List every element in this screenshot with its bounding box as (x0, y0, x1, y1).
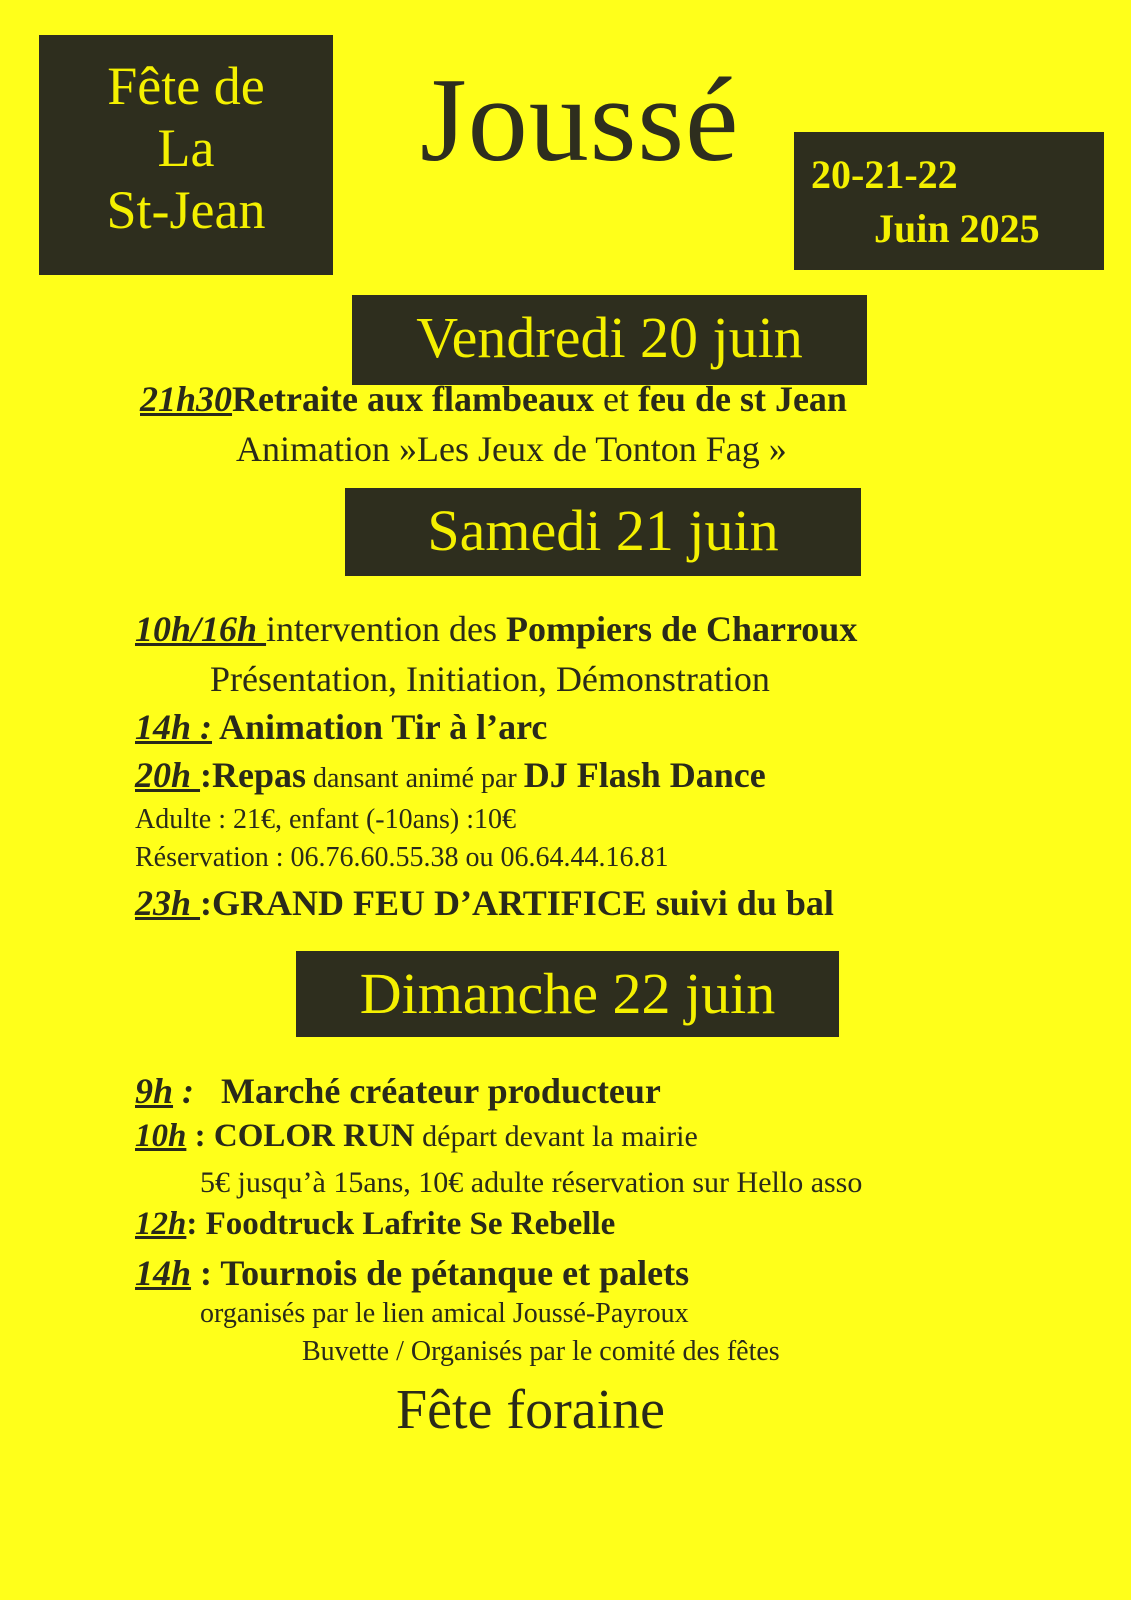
saturday-time-1: 10h/16h (135, 609, 267, 649)
saturday-line-3 (135, 706, 547, 748)
saturday-bold-3: Animation Tir à l’arc (212, 707, 548, 747)
saturday-heading: Samedi 21 juin (345, 488, 861, 576)
saturday-time-4: 20h (135, 755, 201, 795)
saturday-bold-1: Pompiers de Charroux (506, 609, 858, 649)
saturday-line-5: Adulte : 21€, enfant (-10ans) :10€ (135, 804, 517, 835)
saturday-bold-4a: :Repas (200, 755, 307, 795)
fete-title-box (39, 35, 333, 275)
sunday-heading: Dimanche 22 juin (296, 951, 839, 1037)
sunday-time-2: 10h (135, 1118, 187, 1154)
sunday-bold-1: Marché créateur producteur (194, 1071, 661, 1111)
saturday-small-4: dansant animé par (306, 763, 524, 794)
fete-line-3: St-Jean (106, 180, 266, 240)
dates-box (794, 132, 1104, 270)
sunday-line-6: organisés par le lien amical Joussé-Payroux (200, 1298, 689, 1329)
sunday-time-4: 12h (135, 1206, 187, 1242)
saturday-bold-7: :GRAND FEU D’ARTIFICE suivi du bal (200, 883, 834, 923)
saturday-text-1: intervention des (266, 609, 506, 649)
sunday-time-1: 9h (135, 1071, 174, 1111)
dates-line-1: 20-21-22 (811, 152, 958, 197)
saturday-bold-4b: DJ Flash Dance (523, 755, 766, 795)
fete-line-2: La (157, 118, 215, 178)
friday-line-1 (140, 378, 847, 420)
friday-event-1: Retraite aux flambeaux (232, 379, 594, 419)
friday-heading: Vendredi 20 juin (352, 295, 867, 385)
friday-time: 21h30 (140, 379, 233, 419)
sunday-time-5: 14h (135, 1253, 192, 1293)
sunday-bold-5: : Tournois de pétanque et palets (191, 1253, 690, 1293)
saturday-line-4 (135, 754, 766, 796)
sunday-line-2 (135, 1118, 698, 1155)
sunday-line-1 (135, 1070, 661, 1112)
sunday-bold-4: : Foodtruck Lafrite Se Rebelle (186, 1206, 616, 1242)
town-title: Joussé (420, 53, 740, 186)
sunday-line-3: 5€ jusqu’à 15ans, 10€ adulte réservation sur Hello asso (200, 1166, 863, 1199)
fete-line-1: Fête de (107, 56, 265, 116)
friday-event-2: feu de st Jean (637, 379, 847, 419)
sunday-line-5 (135, 1252, 689, 1294)
fete-foraine-footer: Fête foraine (396, 1379, 665, 1441)
sunday-colon-1: : (173, 1071, 195, 1111)
saturday-line-1 (135, 608, 857, 650)
sunday-bold-2: COLOR RUN (213, 1118, 415, 1154)
dates-line-2: Juin 2025 (874, 206, 1040, 251)
friday-connector: et (593, 379, 638, 419)
saturday-line-7 (135, 882, 834, 924)
saturday-line-2: Présentation, Initiation, Démonstration (210, 659, 770, 699)
saturday-time-7: 23h (135, 883, 201, 923)
sunday-colon-2: : (186, 1118, 214, 1154)
sunday-text-2: départ devant la mairie (414, 1120, 698, 1153)
friday-line-2: Animation »Les Jeux de Tonton Fag » (236, 429, 787, 469)
sunday-line-4 (135, 1206, 615, 1243)
saturday-time-3: 14h : (135, 707, 213, 747)
sunday-line-7: Buvette / Organisés par le comité des fêtes (302, 1336, 780, 1367)
saturday-line-6: Réservation : 06.76.60.55.38 ou 06.64.44.16.81 (135, 842, 669, 873)
